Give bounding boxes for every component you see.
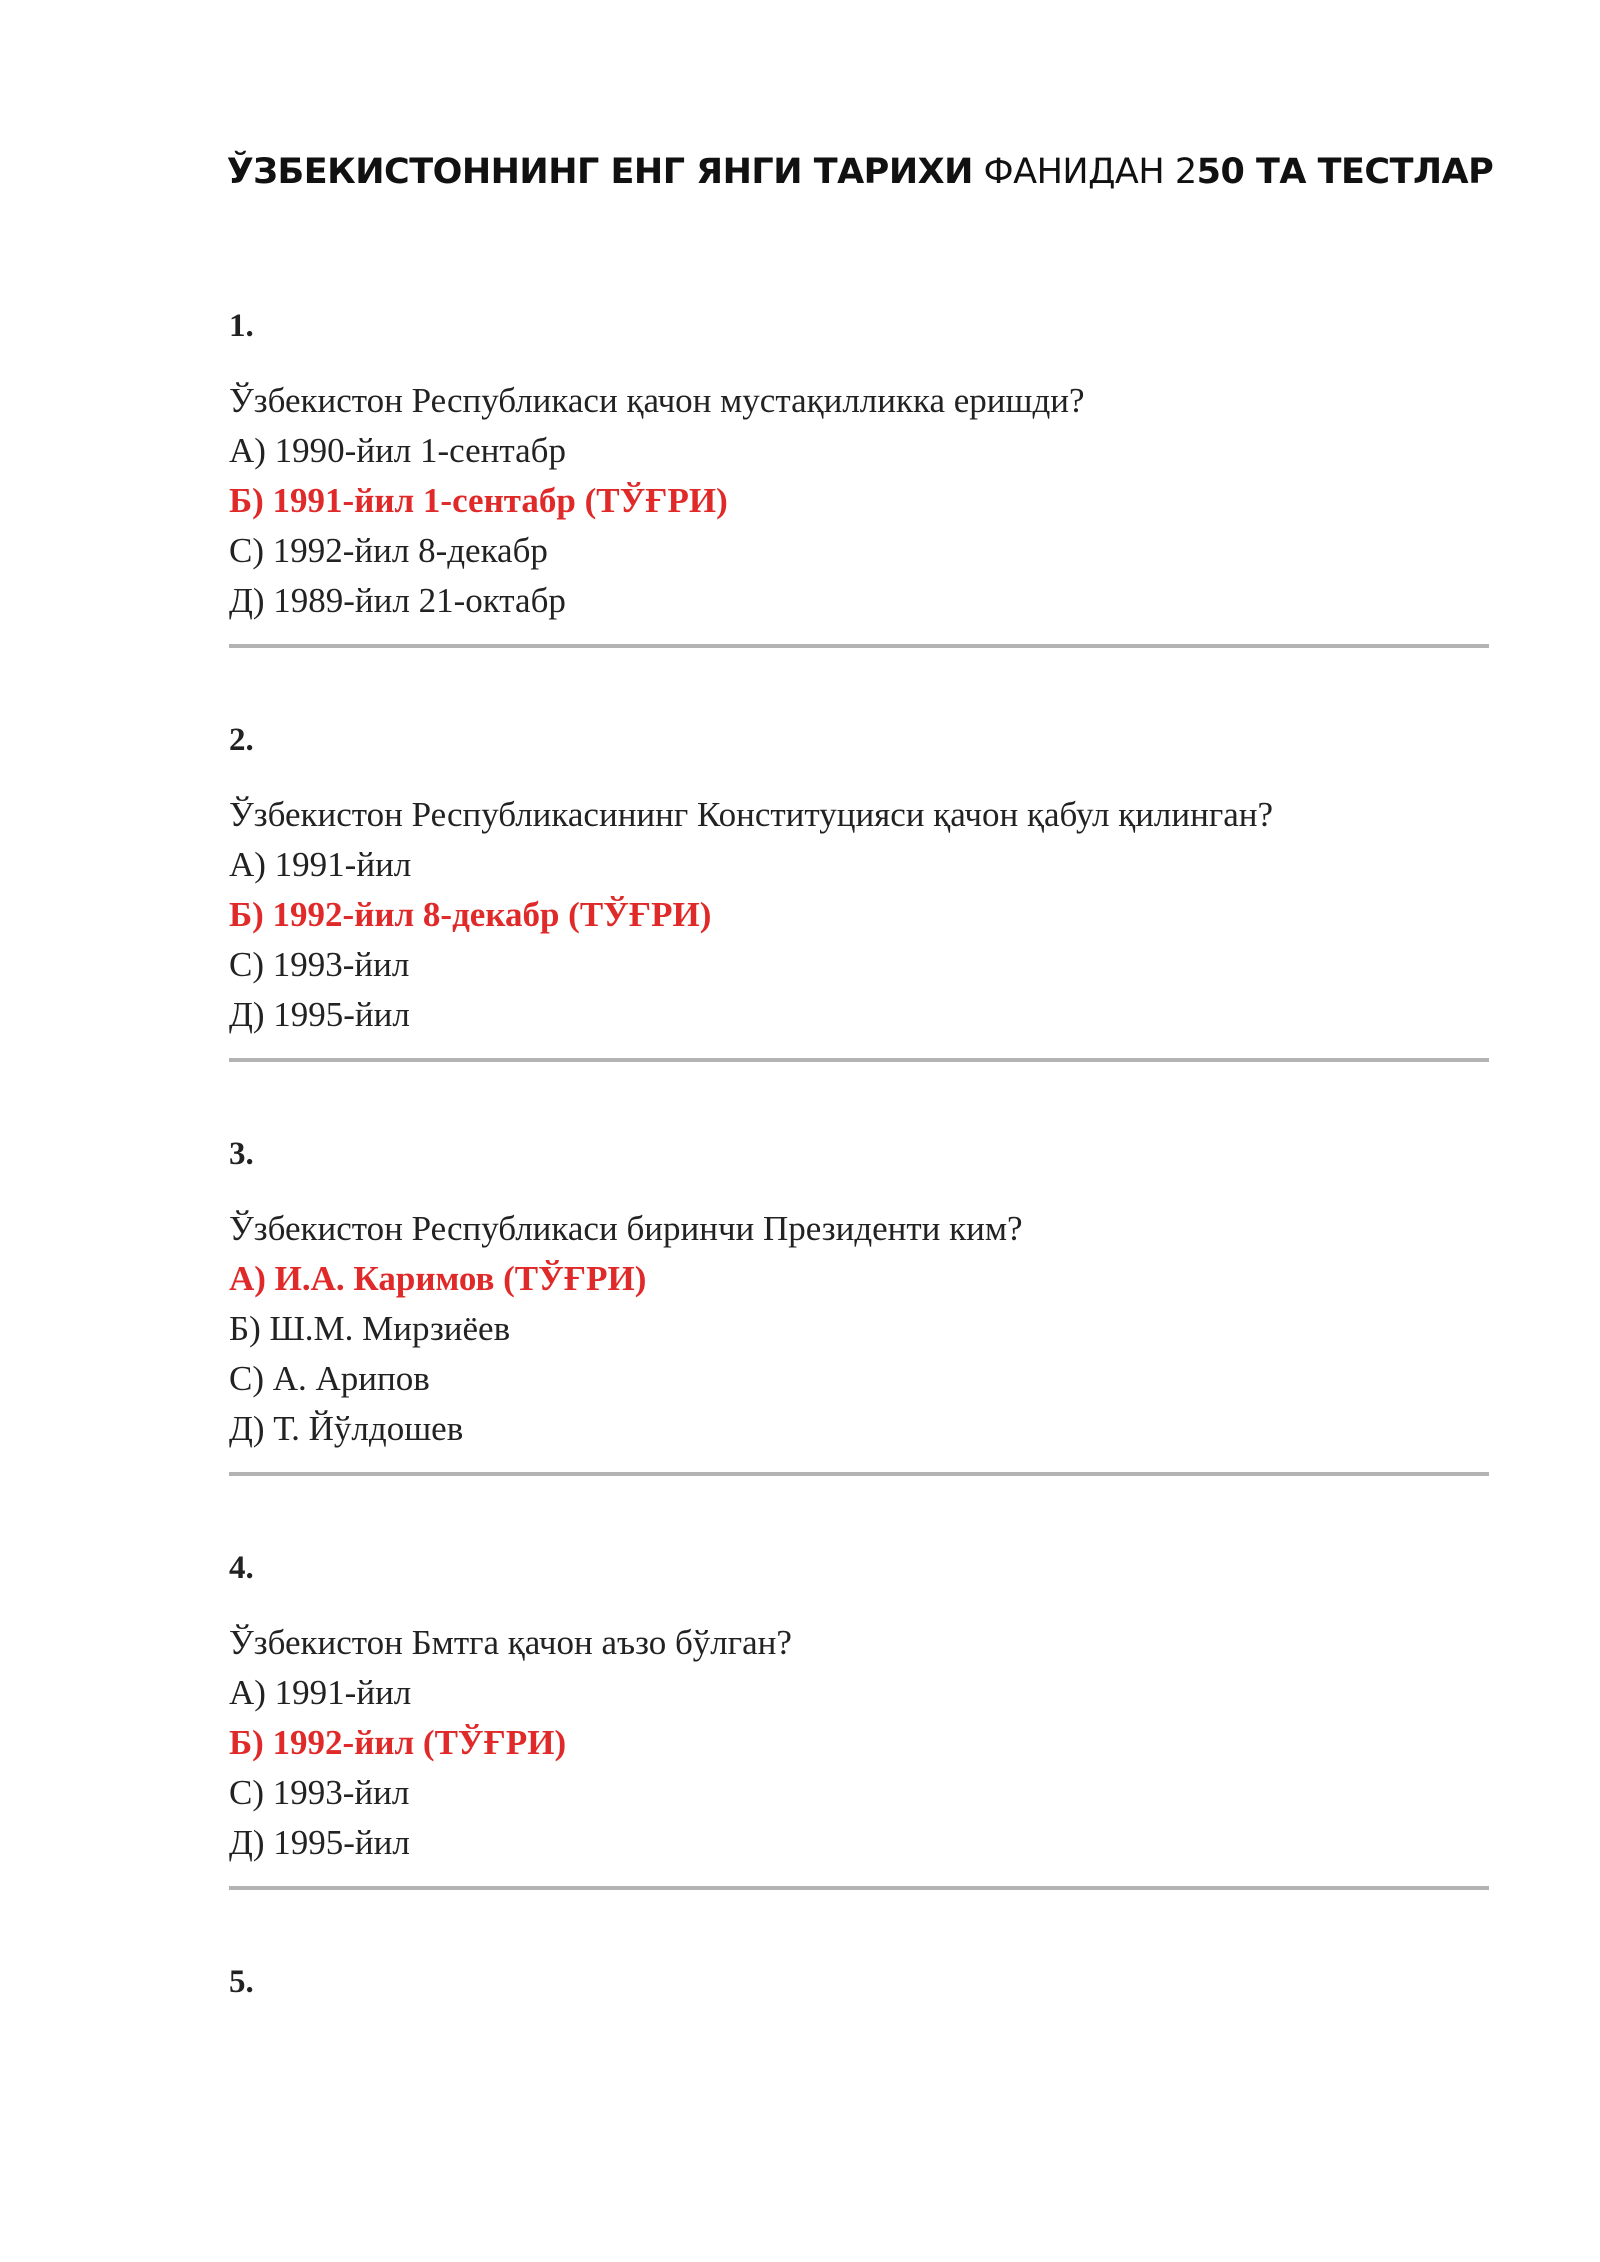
question-text: Ўзбекистон Республикаси қачон мустақилликка еришди? bbox=[229, 381, 1085, 420]
answer-option-c: С) 1993-йил bbox=[229, 945, 410, 984]
answer-option-d: Д) 1995-йил bbox=[229, 1823, 410, 1862]
question-1 bbox=[229, 306, 1489, 626]
question-number: 5. bbox=[229, 1964, 254, 2000]
question-divider bbox=[229, 1886, 1489, 1890]
question-text: Ўзбекистон Республикаси биринчи Президенти ким? bbox=[229, 1209, 1023, 1248]
question-5 bbox=[229, 1962, 1489, 2002]
question-text: Ўзбекистон Республикасининг Конституцияси қачон қабул қилинган? bbox=[229, 795, 1274, 834]
answer-option-c: С) 1993-йил bbox=[229, 1773, 410, 1812]
question-number: 1. bbox=[229, 308, 254, 344]
answer-option-d: Д) Т. Йўлдошев bbox=[229, 1409, 464, 1448]
question-4 bbox=[229, 1548, 1489, 1868]
answer-option-a: А) 1990-йил 1-сентабр bbox=[229, 431, 566, 470]
answer-option-d: Д) 1989-йил 21-октабр bbox=[229, 581, 566, 620]
answer-option-d: Д) 1995-йил bbox=[229, 995, 410, 1034]
answer-option-b-correct: Б) 1992-йил 8-декабр (ТЎҒРИ) bbox=[229, 895, 712, 934]
answer-option-c: С) А. Арипов bbox=[229, 1359, 430, 1398]
answer-option-a: А) 1991-йил bbox=[229, 1673, 412, 1712]
question-number: 3. bbox=[229, 1136, 254, 1172]
answer-option-a-correct: А) И.А. Каримов (ТЎҒРИ) bbox=[229, 1259, 647, 1298]
question-divider bbox=[229, 1058, 1489, 1062]
answer-option-a: А) 1991-йил bbox=[229, 845, 412, 884]
title-part-normal: ФАНИДАН 2 bbox=[972, 152, 1197, 192]
question-3 bbox=[229, 1134, 1489, 1454]
question-divider bbox=[229, 1472, 1489, 1476]
question-2 bbox=[229, 720, 1489, 1040]
title-part-bold: ЎЗБЕКИСТОННИНГ ЕНГ ЯНГИ ТАРИХИ bbox=[226, 152, 973, 192]
question-number: 4. bbox=[229, 1550, 254, 1586]
answer-option-c: С) 1992-йил 8-декабр bbox=[229, 531, 548, 570]
question-text: Ўзбекистон Бмтга қачон аъзо бўлган? bbox=[229, 1623, 792, 1662]
question-divider bbox=[229, 644, 1489, 648]
question-number: 2. bbox=[229, 722, 254, 758]
title-part-bold-end: 50 ТА ТЕСТЛАР bbox=[1196, 152, 1494, 192]
document-title bbox=[0, 152, 1600, 192]
answer-option-b-correct: Б) 1991-йил 1-сентабр (ТЎҒРИ) bbox=[229, 481, 728, 520]
answer-option-b: Б) Ш.М. Мирзиёев bbox=[229, 1309, 511, 1348]
answer-option-b-correct: Б) 1992-йил (ТЎҒРИ) bbox=[229, 1723, 567, 1762]
